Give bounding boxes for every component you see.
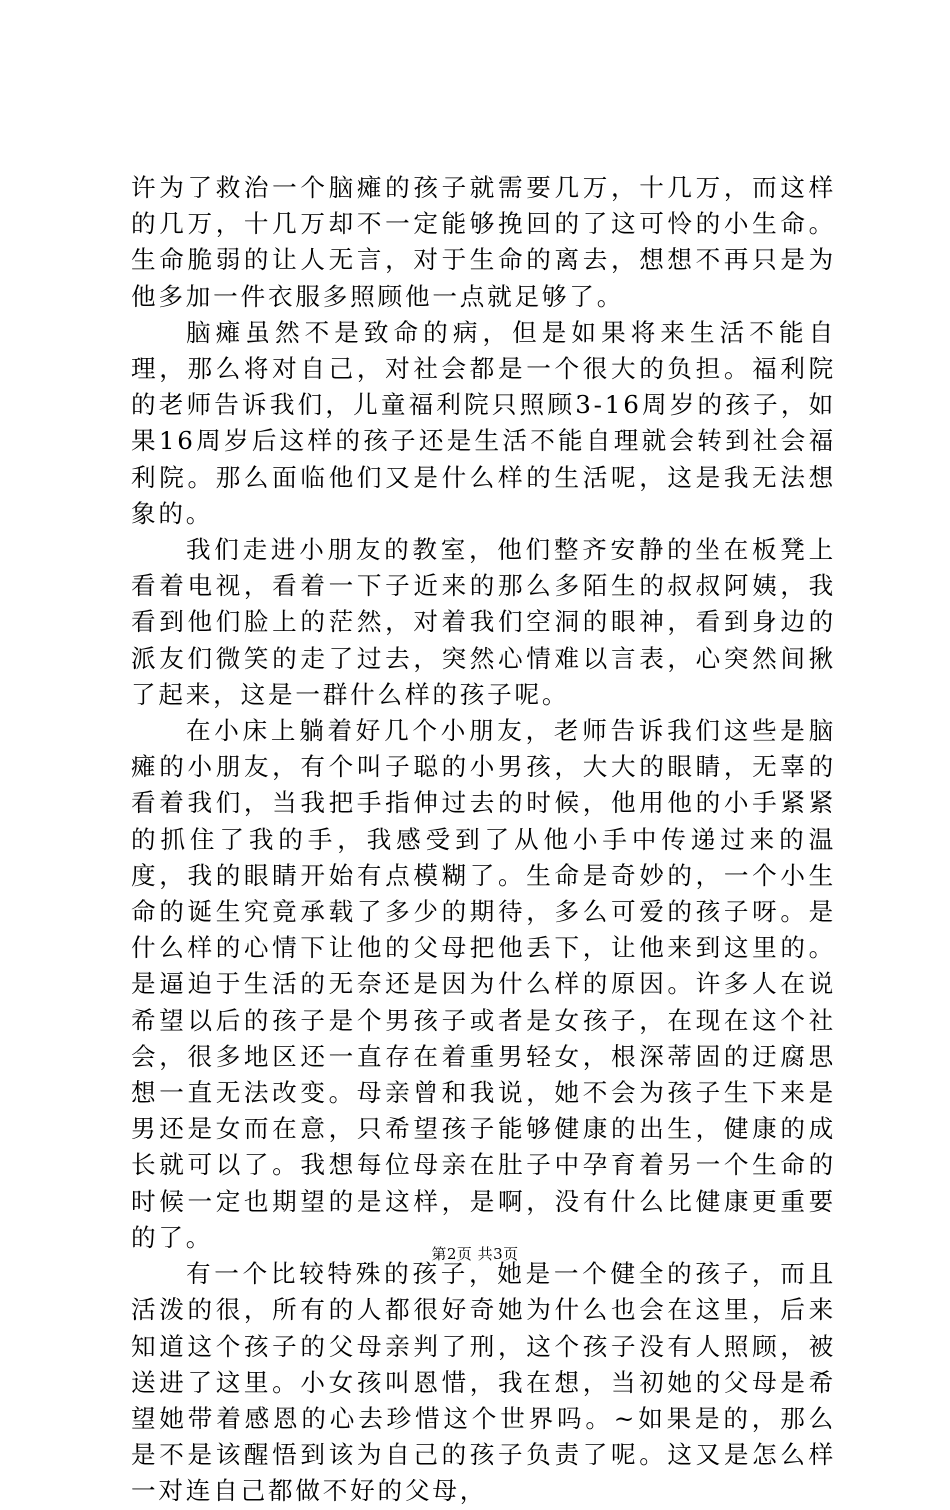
paragraph: 我们走进小朋友的教室，他们整齐安静的坐在板凳上看着电视，看着一下子近来的那么多陌生的叔叔阿姨，我看到他们脸上的茫然，对着我们空洞的眼神，看到身边的派友们微笑的走了过去，突然心情难以言表，心突然间揪了起来，这是一群什么样的孩子呢。 xyxy=(131,535,836,709)
paragraph: 在小床上躺着好几个小朋友，老师告诉我们这些是脑瘫的小朋友，有个叫子聪的小男孩，大大的眼睛，无辜的看着我们，当我把手指伸过去的时候，他用他的小手紧紧的抓住了我的手，我感受到了从他小手中传递过来的温度，我的眼睛开始有点模糊了。生命是奇妙的，一个小生命的诞生究竟承载了多少的期待，多么可爱的孩子呀。是什么样的心情下让他的父母把他丢下，让他来到这里的。是逼迫于生活的无奈还是因为什么样的原因。许多人在说希望以后的孩子是个男孩子或者是女孩子，在现在这个社会，很多地区还一直存在着重男轻女，根深蒂固的迂腐思想一直无法改变。母亲曾和我说，她不会为孩子生下来是男还是女而在意，只希望孩子能够健康的出生，健康的成长就可以了。我想每位母亲在肚子中孕育着另一个生命的时候一定也期望的是这样，是啊，没有什么比健康更重要的了。 xyxy=(131,716,836,1252)
paragraph: 有一个比较特殊的孩子，她是一个健全的孩子，而且活泼的很，所有的人都很好奇她为什么也会在这里，后来知道这个孩子的父母亲判了刑，这个孩子没有人照顾，被送进了这里。小女孩叫恩惜，我在想，当初她的父母是希望她带着感恩的心去珍惜这个世界吗。~如果是的，那么是不是该醒悟到该为自己的孩子负责了呢。这又是怎么样一对连自己都做不好的父母， xyxy=(131,1259,836,1506)
paragraph: 脑瘫虽然不是致命的病，但是如果将来生活不能自理，那么将对自己，对社会都是一个很大的负担。福利院的老师告诉我们，儿童福利院只照顾3-16周岁的孩子，如果16周岁后这样的孩子还是生活不能自理就会转到社会福利院。那么面临他们又是什么样的生活呢，这是我无法想象的。 xyxy=(131,317,836,528)
paragraph-continuation: 许为了救治一个脑瘫的孩子就需要几万，十几万，而这样的几万，十几万却不一定能够挽回的了这可怜的小生命。生命脆弱的让人无言，对于生命的离去，想想不再只是为他多加一件衣服多照顾他一点就足够了。 xyxy=(131,173,836,311)
document-body xyxy=(131,170,836,1510)
page-number: 第2页 共3页 xyxy=(431,1245,519,1263)
page-footer xyxy=(0,1244,950,1264)
